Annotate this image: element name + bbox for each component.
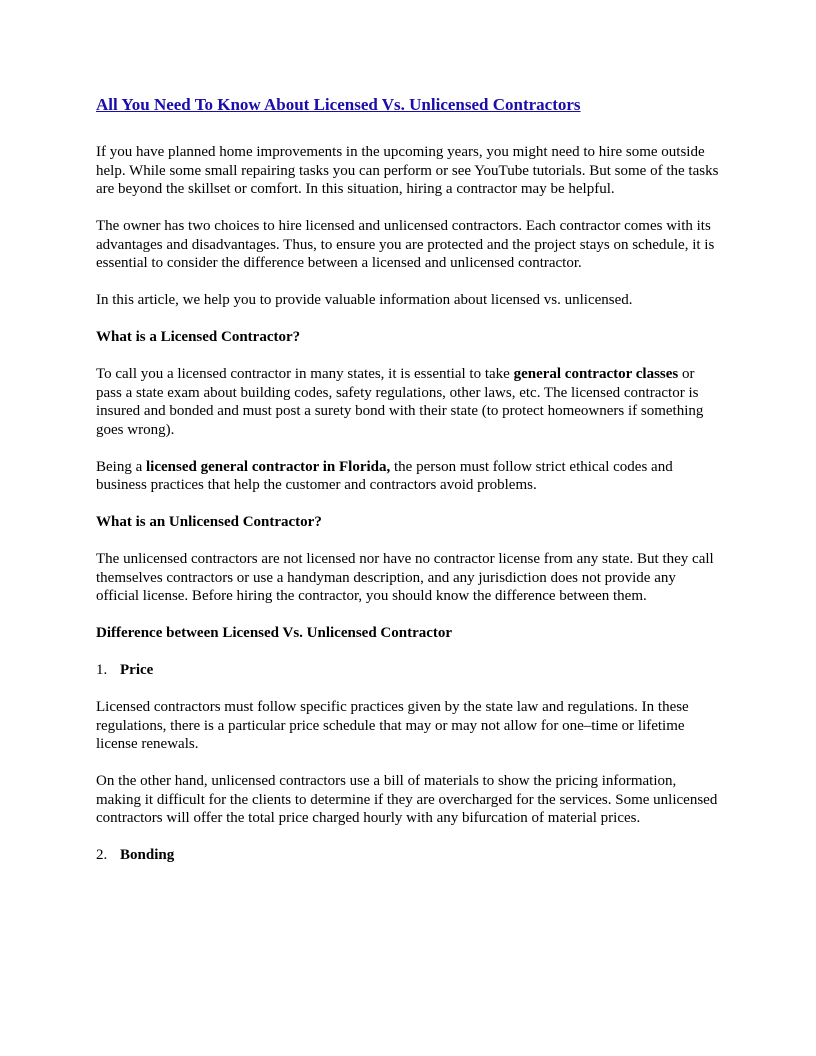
- licensed-florida-text: licensed general contractor in Florida,: [146, 458, 391, 475]
- list-item-price: [96, 661, 720, 680]
- unlicensed-paragraph-1: The unlicensed contractors are not licensed nor have no contractor license from any state. But they call themselves contractors or use a handyman description, and any jurisdiction does not provide any official license. Before hiring the contractor, you should know the difference between them.: [96, 551, 714, 604]
- licensed-p1-text-b: or pass a state exam about building codes, safety regulations, other laws, etc. The licensed contractor is insured and bonded and must post a surety bond with their state (to protect homeowners if something goes wrong).: [96, 366, 704, 438]
- general-contractor-classes-text: general contractor classes: [513, 366, 679, 382]
- licensed-paragraph-2: [96, 458, 720, 495]
- licensed-p2-text-a: Being a: [96, 458, 146, 475]
- intro-paragraph-1: If you have planned home improvements in the upcoming years, you might need to hire some outside help. While some small repairing tasks you can perform or see YouTube tutorials. But some of the tasks are beyond the skillset or comfort. In this situation, hiring a contractor may be helpful.: [96, 144, 719, 197]
- price-paragraph-2: On the other hand, unlicensed contractors use a bill of materials to show the pricing information, making it difficult for the clients to determine if they are overcharged for the services. Some unlicensed contractors will offer the total price charged hourly with any bifurcation of material prices.: [96, 773, 718, 826]
- licensed-p1-text-a: To call you a licensed contractor in many states, it is essential to take: [96, 366, 514, 382]
- price-paragraph-1: Licensed contractors must follow specific practices given by the state law and regulations. In these regulations, there is a particular price schedule that may or may not allow for one–time or lifetime license renewals.: [96, 699, 689, 752]
- licensed-paragraph-1: [96, 365, 720, 439]
- licensed-heading: What is a Licensed Contractor?: [96, 329, 301, 345]
- document-page: [96, 94, 720, 883]
- licensed-p2-text-b: the person must follow strict ethical codes and business practices that help the customer and contractors avoid problems.: [96, 458, 673, 493]
- list-item-label: Price: [120, 662, 154, 678]
- list-item-label: Bonding: [120, 847, 175, 863]
- difference-heading: Difference between Licensed Vs. Unlicensed Contractor: [96, 625, 453, 641]
- article-title-link[interactable]: All You Need To Know About Licensed Vs. Unlicensed Contractors: [96, 95, 581, 114]
- list-item-number: 2.: [96, 847, 108, 863]
- unlicensed-heading: What is an Unlicensed Contractor?: [96, 514, 322, 530]
- list-item-number: 1.: [96, 662, 108, 678]
- intro-paragraph-2: The owner has two choices to hire licensed and unlicensed contractors. Each contractor comes with its advantages and disadvantages. Thus, to ensure you are protected and the project stays on schedule, it is essential to consider the difference between a licensed and unlicensed contractor.: [96, 218, 715, 271]
- list-item-bonding: [96, 846, 720, 865]
- intro-paragraph-3: In this article, we help you to provide valuable information about licensed vs. unlicensed.: [96, 292, 633, 308]
